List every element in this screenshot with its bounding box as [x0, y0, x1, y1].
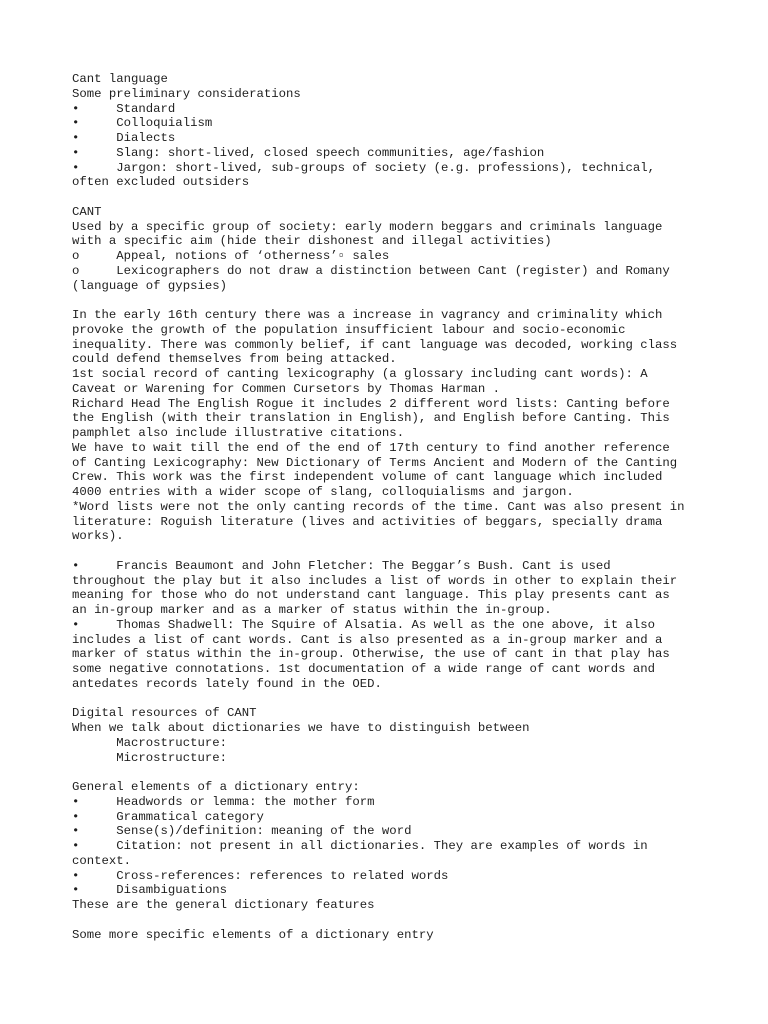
paragraph-gap [72, 190, 712, 205]
text-line: includes a list of cant words. Cant is also presented as a in-group marker and a [72, 632, 663, 647]
section-subtitle: Some preliminary considerations [72, 86, 301, 101]
list-item-continuation: often excluded outsiders [72, 175, 250, 190]
text-line: with a specific aim (hide their dishonest and illegal activities) [72, 234, 552, 249]
text-line: an in-group marker and as a marker of status within the in-group. [72, 603, 552, 617]
text-line: Crew. This work was the first independent volume of cant language which included [72, 470, 663, 485]
text-line: We have to wait till the end of the end of 17th century to find another reference [72, 440, 670, 455]
list-item: • Dialects [72, 131, 176, 145]
list-item-continuation: context. [72, 853, 132, 868]
text-line: *Word lists were not the only canting records of the time. Cant was also present in [72, 499, 685, 514]
text-line: Richard Head The English Rogue it includes 2 different word lists: Canting before [72, 396, 670, 411]
text-line: Macrostructure: [72, 735, 227, 750]
list-item: • Sense(s)/definition: meaning of the word [72, 824, 412, 839]
text-line: Caveat or Warening for Commen Cursetors by Thomas Harman . [72, 381, 501, 396]
text-line: pamphlet also include illustrative citations. [72, 426, 405, 440]
text-line: antedates records lately found in the OED. [72, 676, 382, 691]
text-line: some negative connotations. 1st documentation of a wide range of cant words and [72, 662, 655, 676]
text-line: marker of status within the in-group. Otherwise, the use of cant in that play has [72, 647, 670, 662]
text-line: Used by a specific group of society: early modern beggars and criminals language [72, 219, 663, 234]
paragraph-gap [72, 765, 712, 780]
text-line: the English (with their translation in English), and English before Canting. This [72, 411, 670, 426]
text-line: 1st social record of canting lexicography (a glossary including cant words): A [72, 367, 648, 381]
text-line: throughout the play but it also includes a list of words in other to explain their [72, 573, 678, 588]
text-line: works). [72, 529, 124, 544]
list-item-continuation: (language of gypsies) [72, 278, 227, 293]
list-item: • Slang: short-lived, closed speech communities, age/fashion [72, 145, 545, 160]
section-heading: Some more specific elements of a dictionary entry [72, 927, 434, 942]
list-item: • Disambiguations [72, 883, 227, 898]
text-line: When we talk about dictionaries we have to distinguish between [72, 721, 530, 735]
section-heading: Digital resources of CANT [72, 706, 257, 721]
section-heading: General elements of a dictionary entry: [72, 780, 360, 794]
paragraph-gap [72, 913, 712, 928]
paragraph-gap [72, 692, 712, 707]
text-line: literature: Roguish literature (lives and activities of beggars, specially drama [72, 514, 663, 529]
list-item: • Standard [72, 101, 176, 116]
list-item: • Headwords or lemma: the mother form [72, 794, 375, 809]
list-item: o Appeal, notions of ‘otherness’▫ sales [72, 249, 390, 263]
section-heading: CANT [72, 204, 102, 219]
list-item: • Grammatical category [72, 809, 264, 824]
text-line: inequality. There was commonly belief, if cant language was decoded, working class [72, 337, 678, 352]
text-line: of Canting Lexicography: New Dictionary of Terms Ancient and Modern of the Canting [72, 455, 678, 470]
text-line: meaning for those who do not understand cant language. This play presents cant as [72, 588, 670, 603]
text-line: could defend themselves from being attacked. [72, 352, 397, 367]
list-item: • Jargon: short-lived, sub-groups of society (e.g. professions), technical, [72, 160, 655, 175]
list-item: • Colloquialism [72, 116, 213, 131]
list-item: • Francis Beaumont and John Fletcher: The Beggar’s Bush. Cant is used [72, 558, 611, 573]
list-item: • Citation: not present in all dictionaries. They are examples of words in [72, 839, 648, 853]
paragraph-gap [72, 544, 712, 559]
text-line: In the early 16th century there was a increase in vagrancy and criminality which [72, 308, 663, 322]
text-line: 4000 entries with a wider scope of slang, colloquialisms and jargon. [72, 485, 574, 499]
list-item: o Lexicographers do not draw a distinction between Cant (register) and Romany [72, 263, 670, 278]
text-line: These are the general dictionary features [72, 898, 375, 912]
paragraph-gap [72, 293, 712, 308]
list-item: • Cross-references: references to related words [72, 868, 449, 883]
document-title: Cant language [72, 72, 168, 86]
list-item: • Thomas Shadwell: The Squire of Alsatia. As well as the one above, it also [72, 617, 655, 632]
document-page [72, 72, 712, 942]
text-line: provoke the growth of the population insufficient labour and socio-economic [72, 322, 626, 337]
text-line: Microstructure: [72, 750, 227, 765]
